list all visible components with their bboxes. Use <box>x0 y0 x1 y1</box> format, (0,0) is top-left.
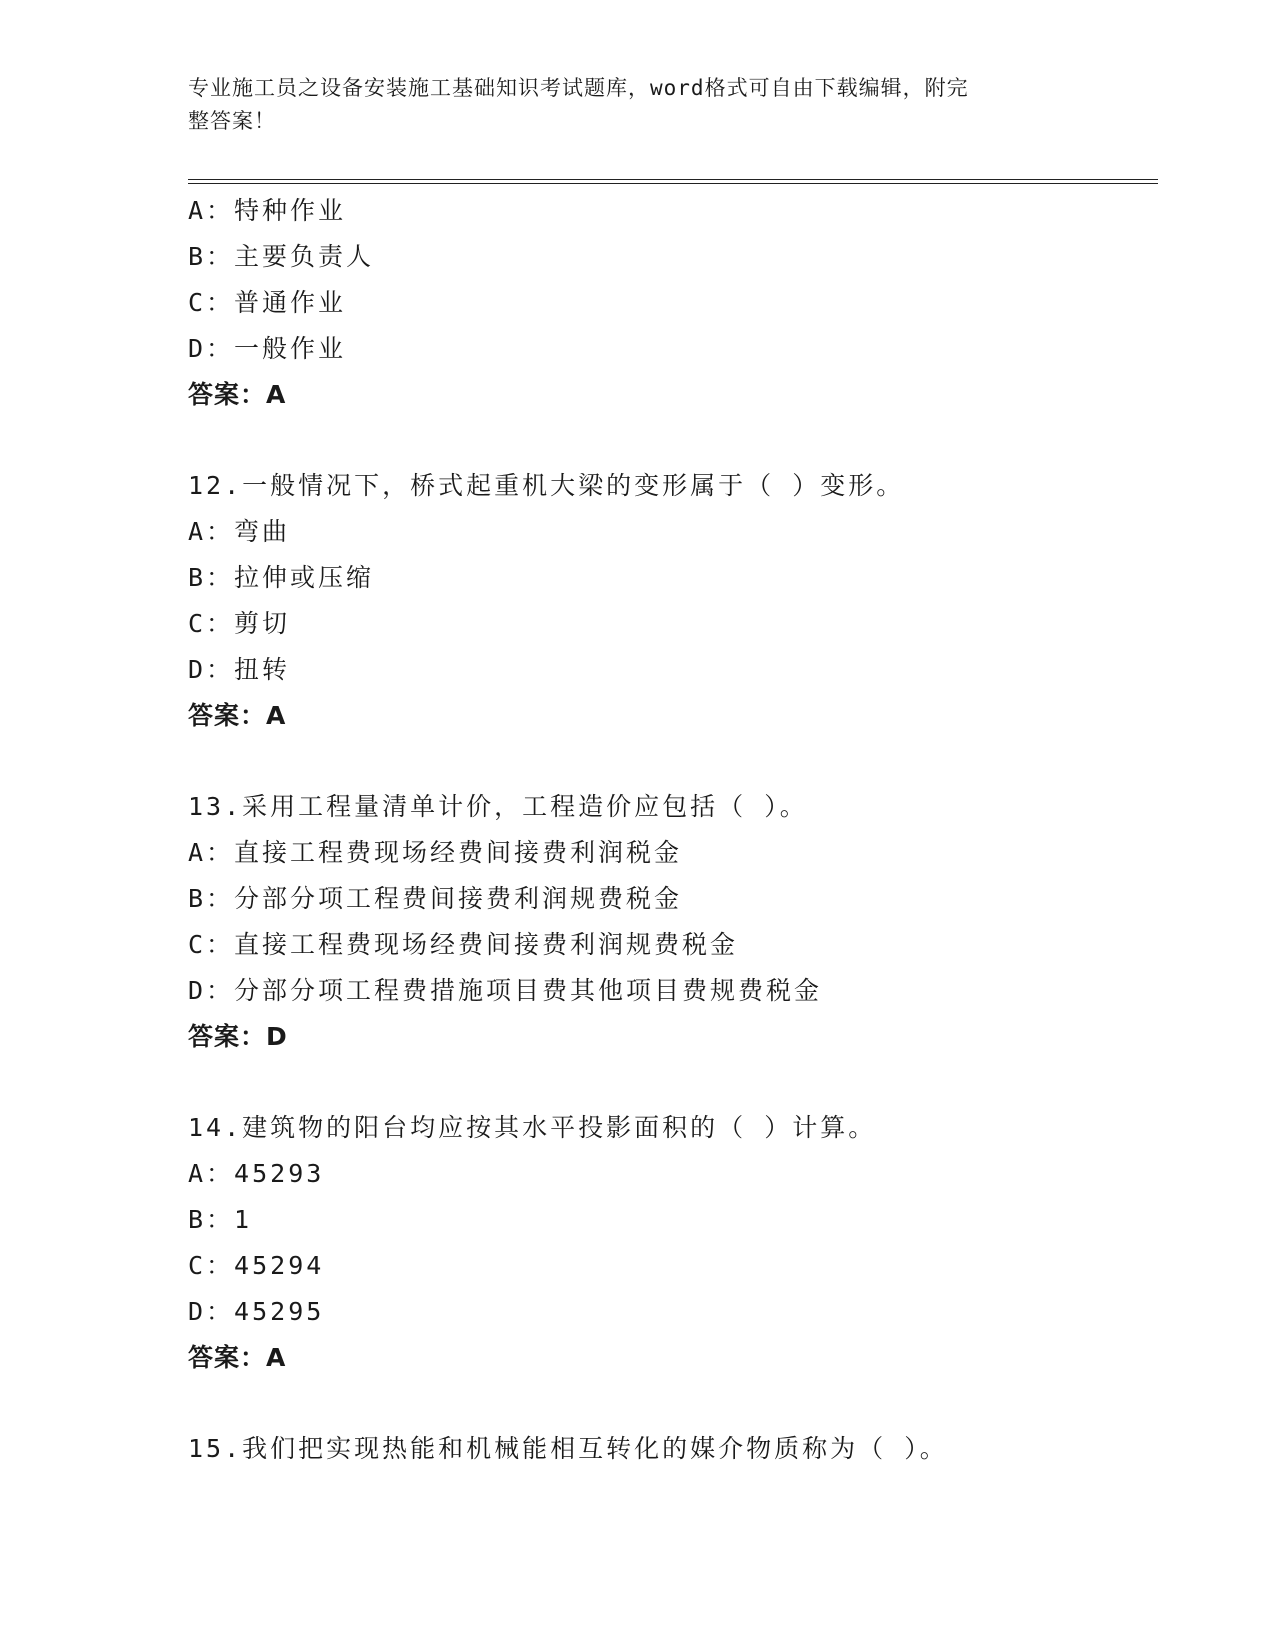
spacer <box>188 418 1168 463</box>
option-c: C：普通作业 <box>188 288 347 317</box>
document-header <box>188 72 1068 138</box>
answer: 答案：A <box>188 701 287 730</box>
option-b: B：拉伸或压缩 <box>188 563 375 592</box>
answer: 答案：A <box>188 380 287 409</box>
question-14 <box>188 1105 1168 1381</box>
question-13 <box>188 784 1168 1060</box>
spacer <box>188 1060 1168 1105</box>
question-text: 13.采用工程量清单计价，工程造价应包括（ ）。 <box>188 792 808 821</box>
option-c: C：45294 <box>188 1251 325 1280</box>
option-d: D：一般作业 <box>188 334 347 363</box>
option-b: B：分部分项工程费间接费利润规费税金 <box>188 884 683 913</box>
question-list <box>188 188 1168 1472</box>
answer: 答案：D <box>188 1022 288 1051</box>
question-12 <box>188 463 1168 739</box>
question-11-fragment <box>188 188 1168 418</box>
question-15 <box>188 1426 1168 1472</box>
option-a: A：45293 <box>188 1159 325 1188</box>
question-text: 14.建筑物的阳台均应按其水平投影面积的（ ）计算。 <box>188 1113 877 1142</box>
header-line-1: 专业施工员之设备安装施工基础知识考试题库，word格式可自由下载编辑，附完 <box>188 76 969 100</box>
option-b: B：主要负责人 <box>188 242 375 271</box>
option-c: C：直接工程费现场经费间接费利润规费税金 <box>188 930 739 959</box>
option-d: D：扭转 <box>188 655 291 684</box>
question-text: 12.一般情况下，桥式起重机大梁的变形属于（ ）变形。 <box>188 471 905 500</box>
option-b: B：1 <box>188 1205 253 1234</box>
answer: 答案：A <box>188 1343 287 1372</box>
option-c: C：剪切 <box>188 609 291 638</box>
option-d: D：分部分项工程费措施项目费其他项目费规费税金 <box>188 976 823 1005</box>
spacer <box>188 1381 1168 1426</box>
option-a: A：弯曲 <box>188 517 291 546</box>
header-line-2: 整答案！ <box>188 109 276 133</box>
spacer <box>188 739 1168 784</box>
option-a: A：直接工程费现场经费间接费利润税金 <box>188 838 683 867</box>
question-text: 15.我们把实现热能和机械能相互转化的媒介物质称为（ ）。 <box>188 1434 948 1463</box>
option-d: D：45295 <box>188 1297 325 1326</box>
header-divider <box>188 179 1158 184</box>
option-a: A：特种作业 <box>188 196 347 225</box>
